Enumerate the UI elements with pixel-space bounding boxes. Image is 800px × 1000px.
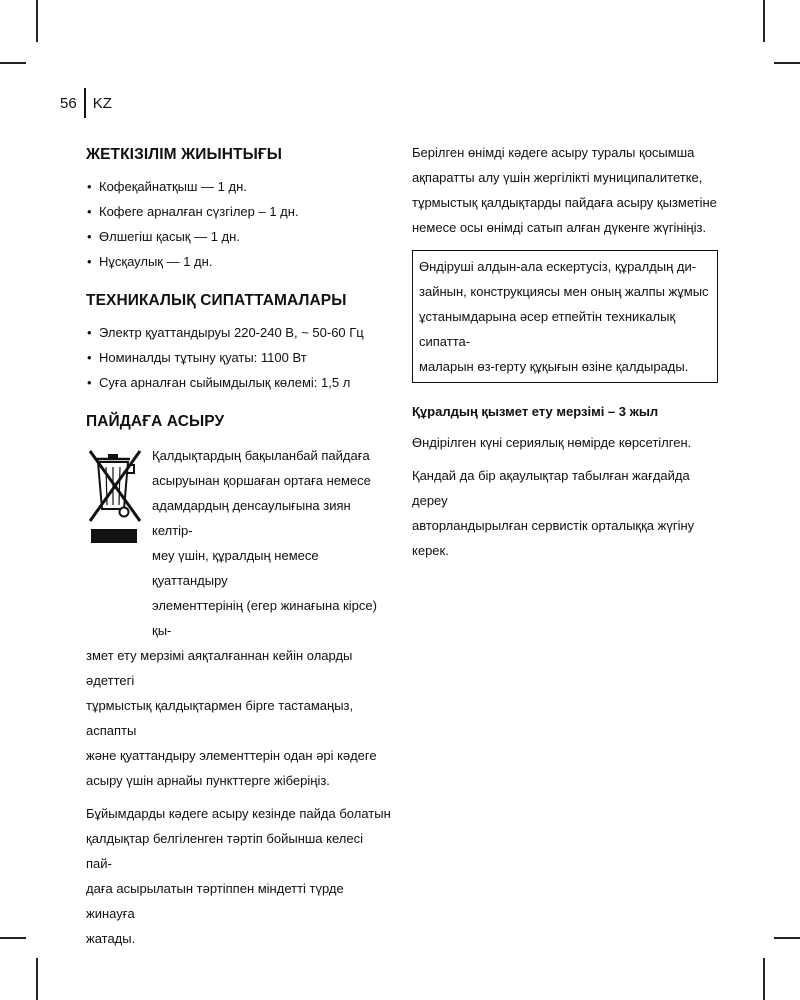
page-header bbox=[60, 88, 112, 118]
list-item: • Электр қуаттандыруы 220-240 В, ~ 50-60 Гц bbox=[87, 325, 364, 340]
disposal-intro: Қалдықтардың бақыланбай пайдаға асыруынан қоршаған ортаға немесе адамдардың денсаулығына зиян келтір- меу үшін, құралдың немесе қуаттандыру элементтерінің (егер жинағына кірсе) қы- bbox=[152, 448, 377, 638]
list-item: • Суға арналған сыйымдылық көлемі: 1,5 л bbox=[87, 375, 351, 390]
list-item: • Номиналды тұтыну қуаты: 1100 Вт bbox=[87, 350, 307, 365]
specs-heading: ТЕХНИКАЛЫҚ СИПАТТАМАЛАРЫ bbox=[86, 292, 347, 309]
disposal-heading: ПАЙДАҒА АСЫРУ bbox=[86, 413, 225, 430]
language-code: KZ bbox=[92, 94, 112, 112]
delivery-list bbox=[86, 174, 391, 274]
crop-mark bbox=[36, 958, 38, 1000]
crop-mark bbox=[774, 937, 800, 939]
left-column bbox=[86, 140, 391, 959]
weee-block bbox=[86, 443, 391, 643]
specs-list bbox=[86, 320, 391, 395]
disposal-paragraph-2: Бұйымдарды кәдеге асыру кезінде пайда болатын қалдықтар белгіленген тәртіп бойынша келесі пай- даға асырылатын тәртіппен міндетті түрде жинауға жатады. bbox=[86, 806, 391, 946]
crop-mark bbox=[763, 0, 765, 42]
disposal-paragraph: змет ету мерзімі аяқталғаннан кейін оларды әдеттегі тұрмыстық қалдықтармен бірге тастамаңыз, аспапты және қуаттандыру элементтерін одан әрі кәдеге асыру үшін арнайы пункттерге жіберіңіз. bbox=[86, 648, 377, 788]
right-column bbox=[412, 140, 718, 571]
service-life-heading: Құралдың қызмет ету мерзімі – 3 жыл bbox=[412, 404, 659, 419]
crossed-out-wheelie-bin-icon bbox=[86, 445, 150, 563]
manufacturer-notice-box: Өндіруші алдын-ала ескертусіз, құралдың ди- зайнын, конструкциясы мен оның жалпы жұмыс ұстанымдарына әсер етпейтін техникалық сипатта- маларын өз-герту құқығын өзіне қалдырады. bbox=[412, 250, 718, 383]
page-number: 56 bbox=[60, 94, 77, 112]
crop-mark bbox=[774, 62, 800, 64]
delivery-heading: ЖЕТКІЗІЛІМ ЖИЫНТЫҒЫ bbox=[86, 146, 283, 163]
production-date-note: Өндірілген күні сериялық нөмірде көрсетілген. bbox=[412, 435, 692, 450]
crop-mark bbox=[0, 62, 26, 64]
crop-mark bbox=[763, 958, 765, 1000]
list-item: • Нұсқаулық — 1 дн. bbox=[87, 254, 213, 269]
crop-mark bbox=[0, 937, 26, 939]
malfunction-note: Қандай да бір ақаулықтар табылған жағдайда дереу авторландырылған сервистік орталыққа жүгіну керек. bbox=[412, 468, 695, 558]
recycling-info-paragraph: Берілген өнімді кәдеге асыру туралы қосымша ақпаратты алу үшін жергілікті муниципалитетке, тұрмыстық қалдықтарды пайдаға асыру қызметіне немесе осы өнімді сатып алған дүкенге жүгініңіз. bbox=[412, 145, 717, 235]
list-item: • Кофеқайнатқыш — 1 дн. bbox=[87, 179, 247, 194]
crop-mark bbox=[36, 0, 38, 42]
list-item: • Өлшегіш қасық — 1 дн. bbox=[87, 229, 240, 244]
list-item: • Кофеге арналған сүзгілер – 1 дн. bbox=[87, 204, 299, 219]
